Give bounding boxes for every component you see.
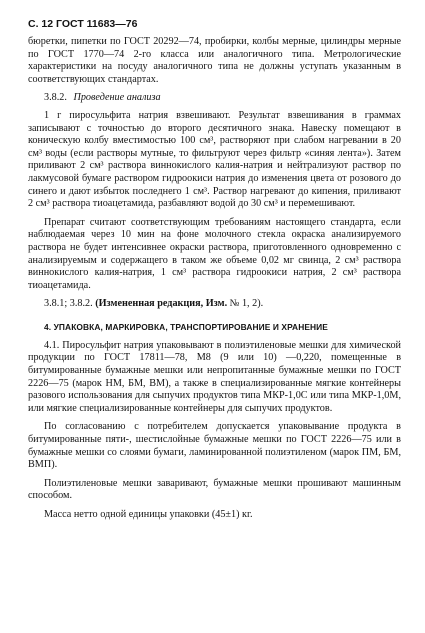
subsection-title: Проведение анализа	[73, 92, 161, 104]
paragraph-acceptance-criteria: Препарат считают соответствующим требованиям настоящего стандарта, если наблюдаемая через 10 мин на фоне молочного стекла окраска анализируемого раствора не будет интенсивнее окраски раствора, приготовленного одновременно с анализируемым и содержащего в таком же объеме 0,02 мг свинца, 2 см³ раствора виннокислого калия-натрия, 1 см³ раствора гидроокиси натрия, 2 см³ раствора тиоацетамида.	[28, 216, 401, 291]
paragraph-glassware: бюретки, пипетки по ГОСТ 20292—74, пробирки, колбы мерные, цилиндры мерные по ГОСТ 1770—74 2-го класса или аналогичного типа. Метрологические характеристики на посуду аналогичного типа не должны уступать указанным в соответствующих стандартах.	[28, 36, 401, 85]
section-4-heading: 4. УПАКОВКА, МАРКИРОВКА, ТРАНСПОРТИРОВАНИЕ И ХРАНЕНИЕ	[44, 321, 328, 332]
amendment-clauses: 3.8.1; 3.8.2.	[44, 298, 93, 310]
subsection-number: 3.8.2.	[44, 92, 67, 104]
amendment-note	[28, 298, 401, 311]
amendment-numbers: № 1, 2).	[229, 298, 264, 310]
subsection-3-8-2	[44, 92, 401, 105]
paragraph-net-mass: Масса нетто одной единицы упаковки (45±1) кг.	[44, 509, 253, 520]
amendment-text: (Измененная редакция, Изм.	[95, 298, 228, 310]
paragraph-analysis-procedure: 1 г пиросульфита натрия взвешивают. Результат взвешивания в граммах записывают с точностью до второго десятичного знака. Навеску помещают в коническую колбу вместимостью 100 см³, растворяют при слабом нагревании в 20 см³ воды (если растворы мутные, то фильтруют через фильтр «синяя лента»). Затем приливают 2 см³ раствора виннокислого калия-натрия и нейтрализуют раствор по лакмусовой бумаге раствором гидроокиси натрия до изменения цвета от розового до синего и дают избыток последнего 1 см³. Раствор нагревают до кипения, приливают 2 см³ раствора тиоацетамида, разбавляют водой до 30 см³ и перемешивают.	[28, 109, 401, 210]
paragraph-packaging-agreement: По согласованию с потребителем допускается упаковывание продукта в битумированные пяти-, шестислойные бумажные мешки по ГОСТ 2226—75 или в бумажные мешки со слоями бумаги, ламинированной полиэтиленом (марок ПМ, БМ, ВМП).	[28, 421, 401, 471]
paragraph-bag-sealing: Полиэтиленовые мешки заваривают, бумажные мешки прошивают машинным способом.	[28, 477, 401, 502]
paragraph-4-1: 4.1. Пиросульфит натрия упаковывают в полиэтиленовые мешки для химической продукции по ГОСТ 17811—78, М8 (9 или 10) —0,220, помещенные в битумированные бумажные мешки или непропитанные бумажные мешки по ГОСТ 2226—75 (марок НМ, БМ, ВМ), а также в специализированные мягкие контейнеры разового использования для сыпучих продуктов типа МКР-1,0С или типа МКР-1,0М, или мягкие специализированные контейнеры для сыпучих продуктов.	[28, 339, 401, 414]
page-header: С. 12 ГОСТ 11683—76	[28, 18, 138, 30]
